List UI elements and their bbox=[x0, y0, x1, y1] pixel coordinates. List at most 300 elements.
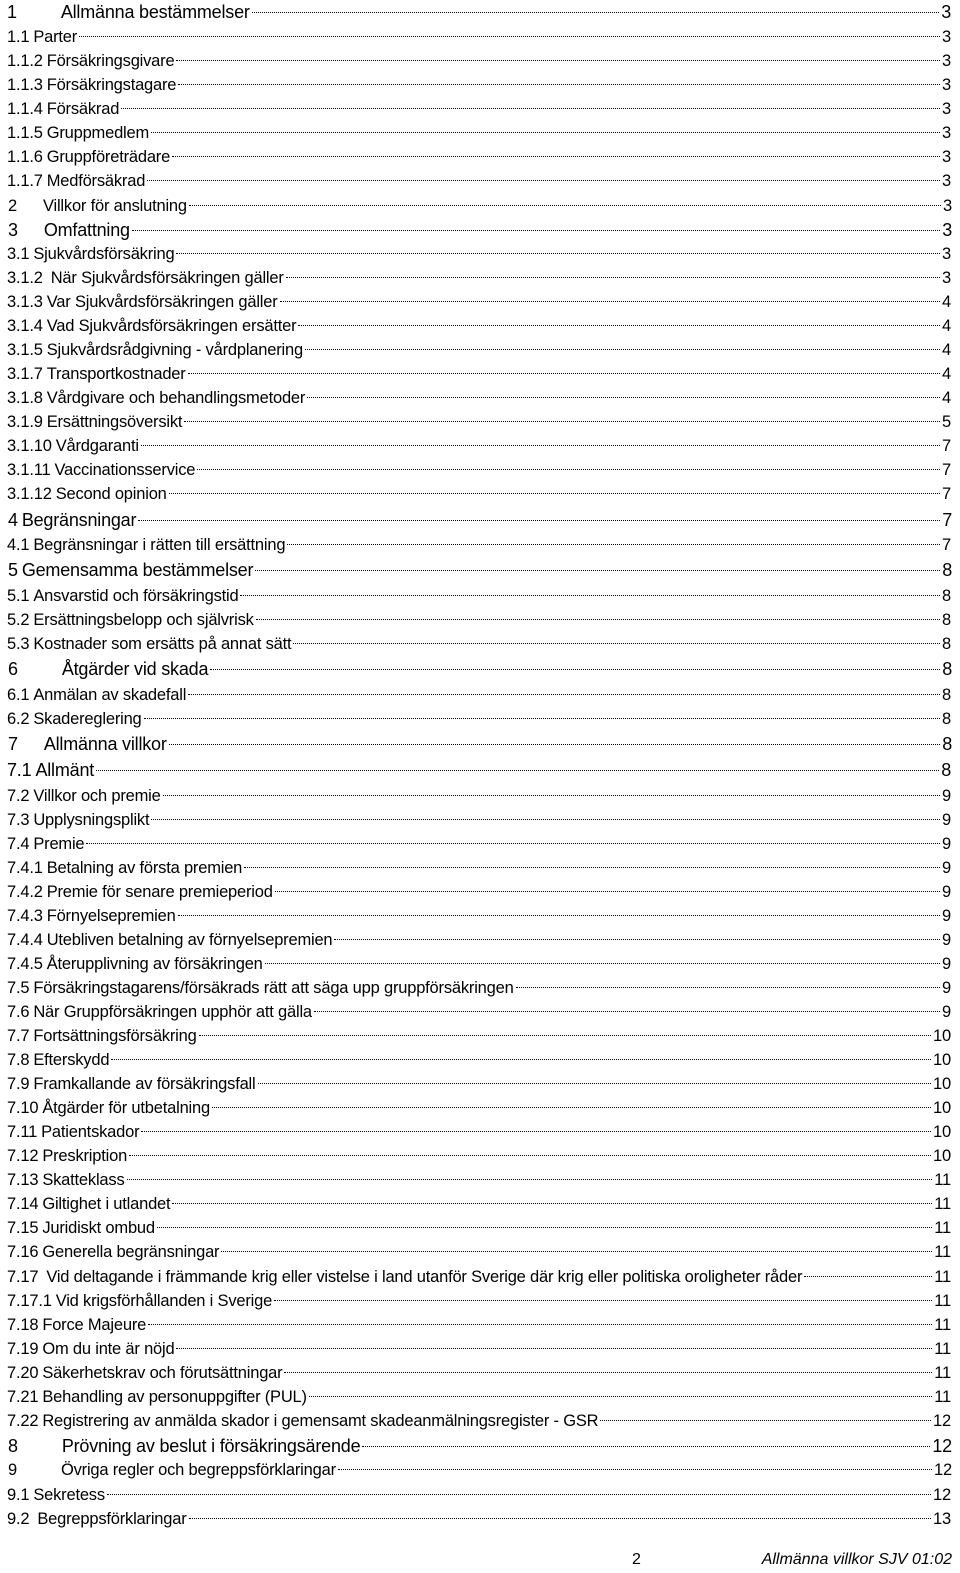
toc-entry[interactable] bbox=[7, 1169, 951, 1191]
toc-entry-page: 10 bbox=[933, 1027, 951, 1045]
toc-entry-page: 12 bbox=[933, 1412, 951, 1430]
toc-entry-title: Sekretess bbox=[33, 1486, 105, 1504]
toc-entry-title: Om du inte är nöjd bbox=[42, 1340, 175, 1358]
toc-entry-page: 12 bbox=[932, 1436, 952, 1456]
toc-entry-number: 7.4.1 bbox=[7, 859, 43, 877]
toc-entry-title: Utebliven betalning av förnyelsepremien bbox=[46, 931, 333, 949]
toc-entry-number: 1.1.2 bbox=[7, 52, 43, 70]
dot-leader bbox=[284, 1372, 932, 1373]
toc-entry-page: 10 bbox=[933, 1147, 951, 1165]
dot-leader bbox=[96, 770, 939, 771]
toc-entry-title: Skatteklass bbox=[42, 1171, 125, 1189]
toc-entry-title: Gruppmedlem bbox=[46, 124, 150, 142]
toc-entry[interactable] bbox=[7, 929, 951, 951]
toc-entry[interactable] bbox=[7, 1073, 951, 1095]
dot-leader bbox=[178, 84, 940, 85]
toc-entry-title: Force Majeure bbox=[42, 1316, 147, 1334]
toc-entry[interactable] bbox=[7, 1266, 951, 1288]
toc-entry-title: Anmälan av skadefall bbox=[33, 686, 187, 704]
toc-entry-page: 3 bbox=[942, 28, 951, 46]
toc-entry-title: Generella begränsningar bbox=[42, 1243, 220, 1261]
toc-entry-page: 10 bbox=[933, 1099, 951, 1117]
dot-leader bbox=[338, 1469, 932, 1470]
toc-entry-number: 5.3 bbox=[7, 635, 30, 653]
toc-entry-page: 9 bbox=[942, 883, 951, 901]
dot-leader bbox=[188, 373, 940, 374]
toc-entry-number: 6.2 bbox=[7, 710, 30, 728]
toc-entry[interactable] bbox=[7, 146, 951, 168]
toc-entry-number: 1.1.4 bbox=[7, 100, 43, 118]
toc-entry-page: 5 bbox=[942, 413, 951, 431]
toc-entry-title: Upplysningsplikt bbox=[33, 811, 150, 829]
footer-page-number: 2 bbox=[632, 1551, 641, 1568]
toc-entry-page: 3 bbox=[942, 172, 951, 190]
toc-entry[interactable] bbox=[7, 953, 951, 975]
dot-leader bbox=[280, 301, 940, 302]
dot-leader bbox=[141, 445, 940, 446]
toc-entry-page: 11 bbox=[934, 1340, 951, 1358]
toc-entry-title: När Sjukvårdsförsäkringen gäller bbox=[50, 269, 284, 287]
dot-leader bbox=[255, 570, 940, 571]
toc-entry[interactable] bbox=[8, 219, 952, 241]
toc-entry-title: Premie bbox=[33, 835, 85, 853]
toc-entry[interactable] bbox=[7, 98, 951, 120]
toc-entry-number: 7.13 bbox=[7, 1171, 39, 1189]
toc-entry-number: 3.1.9 bbox=[7, 413, 43, 431]
toc-entry-title: Skadereglering bbox=[33, 710, 142, 728]
toc-entry-page: 7 bbox=[942, 437, 951, 455]
dot-leader bbox=[176, 1348, 932, 1349]
toc-entry-number: 7.21 bbox=[7, 1388, 39, 1406]
toc-entry[interactable] bbox=[7, 585, 951, 607]
dot-leader bbox=[144, 718, 940, 719]
dot-leader bbox=[157, 1227, 932, 1228]
toc-entry-title: Juridiskt ombud bbox=[42, 1219, 155, 1237]
toc-entry[interactable] bbox=[7, 315, 951, 337]
toc-entry-title: Försäkrad bbox=[46, 100, 120, 118]
toc-entry-title: Återupplivning av försäkringen bbox=[46, 955, 263, 973]
toc-entry-title: Behandling av personuppgifter (PUL) bbox=[42, 1388, 307, 1406]
toc-entry-number: 7.18 bbox=[7, 1316, 39, 1334]
toc-entry[interactable] bbox=[7, 267, 951, 289]
toc-entry-number: 5.1 bbox=[7, 587, 30, 605]
toc-entry[interactable] bbox=[7, 26, 951, 48]
dot-leader bbox=[212, 1107, 931, 1108]
dot-leader bbox=[176, 253, 940, 254]
toc-entry[interactable] bbox=[8, 559, 952, 581]
toc-entry-title: Gemensamma bestämmelser bbox=[21, 560, 254, 580]
toc-entry-number: 3.1.8 bbox=[7, 389, 43, 407]
dot-leader bbox=[314, 1011, 940, 1012]
dot-leader bbox=[127, 1179, 933, 1180]
toc-entry-number: 7.4.5 bbox=[7, 955, 43, 973]
toc-entry-number: 3.1 bbox=[7, 245, 30, 263]
toc-entry[interactable] bbox=[7, 170, 951, 192]
toc-entry-title: Allmänt bbox=[35, 760, 95, 780]
toc-entry[interactable] bbox=[8, 658, 952, 680]
toc-entry-page: 3 bbox=[942, 76, 951, 94]
toc-entry[interactable] bbox=[7, 1410, 951, 1432]
toc-entry-page: 4 bbox=[942, 317, 951, 335]
footer-document-name: Allmänna villkor SJV 01:02 bbox=[761, 1551, 952, 1568]
toc-entry-page: 3 bbox=[942, 269, 951, 287]
toc-entry[interactable] bbox=[7, 1241, 951, 1263]
toc-entry-number: 9 bbox=[8, 1461, 17, 1479]
toc-entry-number: 7.1 bbox=[7, 760, 32, 780]
toc-entry-title: Second opinion bbox=[55, 485, 167, 503]
toc-entry-page: 4 bbox=[942, 389, 951, 407]
toc-entry-title: Var Sjukvårdsförsäkringen gäller bbox=[46, 293, 278, 311]
toc-entry[interactable] bbox=[7, 609, 951, 631]
toc-entry[interactable] bbox=[7, 977, 951, 999]
toc-entry-number: 7.17.1 bbox=[7, 1292, 52, 1310]
toc-entry-page: 3 bbox=[942, 124, 951, 142]
toc-entry-number: 7.12 bbox=[7, 1147, 39, 1165]
toc-entry[interactable] bbox=[7, 363, 951, 385]
dot-leader bbox=[151, 132, 940, 133]
toc-entry-title: Villkor och premie bbox=[33, 787, 161, 805]
toc-entry-number: 3.1.11 bbox=[7, 461, 51, 479]
toc-entry[interactable] bbox=[7, 759, 951, 781]
toc-entry-title: Registrering av anmälda skador i gemensamt skadeanmälningsregister - GSR bbox=[42, 1412, 599, 1430]
toc-entry[interactable] bbox=[7, 1001, 951, 1023]
toc-entry-number: 1.1.5 bbox=[7, 124, 43, 142]
toc-entry-number: 5 bbox=[8, 560, 18, 580]
toc-entry[interactable] bbox=[7, 1362, 951, 1384]
toc-entry-title: Patientskador bbox=[41, 1123, 140, 1141]
toc-entry-page: 11 bbox=[934, 1243, 951, 1261]
dot-leader bbox=[516, 987, 940, 988]
toc-entry-page: 9 bbox=[942, 859, 951, 877]
toc-entry-title: Begreppsförklaringar bbox=[37, 1510, 187, 1528]
dot-leader bbox=[240, 595, 940, 596]
toc-entry-number: 7.10 bbox=[7, 1099, 39, 1117]
toc-entry-number: 7.2 bbox=[7, 787, 30, 805]
dot-leader bbox=[184, 421, 940, 422]
toc-entry-page: 3 bbox=[942, 100, 951, 118]
toc-entry-number: 7.6 bbox=[7, 1003, 30, 1021]
toc-entry[interactable] bbox=[7, 1, 951, 23]
toc-entry-number: 7.8 bbox=[7, 1051, 30, 1069]
toc-entry-title: Säkerhetskrav och förutsättningar bbox=[42, 1364, 283, 1382]
dot-leader bbox=[172, 1203, 932, 1204]
toc-entry-number: 7 bbox=[8, 734, 18, 754]
toc-entry-title: Efterskydd bbox=[33, 1051, 110, 1069]
toc-entry-title: Vid deltagande i främmande krig eller vistelse i land utanför Sverige där krig eller politiska oroligheter råder bbox=[46, 1268, 803, 1286]
toc-entry-number: 7.14 bbox=[7, 1195, 39, 1213]
toc-entry[interactable] bbox=[7, 1145, 951, 1167]
dot-leader bbox=[265, 963, 940, 964]
toc-entry-page: 10 bbox=[933, 1075, 951, 1093]
toc-entry-page: 9 bbox=[942, 955, 951, 973]
toc-entry-number: 3 bbox=[8, 220, 18, 240]
dot-leader bbox=[258, 1083, 932, 1084]
dot-leader bbox=[293, 643, 940, 644]
toc-entry-number: 7.9 bbox=[7, 1075, 30, 1093]
toc-entry-page: 9 bbox=[942, 811, 951, 829]
toc-entry[interactable] bbox=[7, 411, 951, 433]
dot-leader bbox=[256, 619, 940, 620]
toc-entry-page: 11 bbox=[934, 1388, 951, 1406]
toc-entry-page: 11 bbox=[934, 1364, 951, 1382]
dot-leader bbox=[275, 891, 940, 892]
dot-leader bbox=[298, 325, 940, 326]
toc-entry-page: 8 bbox=[942, 611, 951, 629]
toc-entry-title: Förnyelsepremien bbox=[46, 907, 176, 925]
toc-entry[interactable] bbox=[7, 1121, 951, 1143]
toc-entry-page: 3 bbox=[941, 2, 951, 22]
toc-entry-page: 9 bbox=[942, 979, 951, 997]
toc-entry-page: 7 bbox=[942, 485, 951, 503]
toc-entry[interactable] bbox=[7, 74, 951, 96]
dot-leader bbox=[121, 108, 940, 109]
toc-entry-title: Åtgärder för utbetalning bbox=[42, 1099, 210, 1117]
toc-entry-title: Ersättningsöversikt bbox=[46, 413, 183, 431]
dot-leader bbox=[129, 1155, 931, 1156]
dot-leader bbox=[151, 819, 940, 820]
toc-entry-title: Villkor för anslutning bbox=[42, 197, 187, 215]
toc-entry[interactable] bbox=[7, 1338, 951, 1360]
toc-entry[interactable] bbox=[7, 534, 951, 556]
toc-entry-title: Allmänna bestämmelser bbox=[60, 2, 250, 22]
toc-entry-number: 1 bbox=[7, 2, 17, 22]
dot-leader bbox=[210, 669, 940, 670]
dot-leader bbox=[286, 277, 940, 278]
toc-entry-page: 13 bbox=[933, 1510, 951, 1528]
toc-entry-page: 8 bbox=[942, 710, 951, 728]
toc-entry[interactable] bbox=[7, 708, 951, 730]
toc-entry-title: Åtgärder vid skada bbox=[61, 659, 209, 679]
toc-entry[interactable] bbox=[7, 1193, 951, 1215]
toc-entry[interactable] bbox=[7, 483, 951, 505]
toc-entry-page: 11 bbox=[934, 1219, 951, 1237]
dot-leader bbox=[176, 60, 940, 61]
toc-entry[interactable] bbox=[7, 1484, 951, 1506]
toc-entry-title: Sjukvårdsrådgivning - vårdplanering bbox=[46, 341, 303, 359]
toc-entry-title: Vaccinationsservice bbox=[54, 461, 196, 479]
dot-leader bbox=[221, 1251, 932, 1252]
dot-leader bbox=[307, 397, 940, 398]
toc-entry-page: 8 bbox=[942, 686, 951, 704]
toc-entry[interactable] bbox=[8, 733, 952, 755]
toc-entry[interactable] bbox=[7, 459, 951, 481]
toc-entry-title: Försäkringsgivare bbox=[46, 52, 175, 70]
dot-leader bbox=[252, 12, 939, 13]
toc-entry-title: När Gruppförsäkringen upphör att gälla bbox=[33, 1003, 312, 1021]
toc-entry-number: 7.5 bbox=[7, 979, 30, 997]
dot-leader bbox=[141, 1131, 931, 1132]
toc-entry-page: 8 bbox=[942, 560, 952, 580]
toc-entry[interactable] bbox=[7, 833, 951, 855]
toc-entry-number: 7.22 bbox=[7, 1412, 39, 1430]
toc-entry-number: 1.1.7 bbox=[7, 172, 43, 190]
toc-entry-page: 8 bbox=[942, 587, 951, 605]
dot-leader bbox=[244, 867, 940, 868]
toc-entry[interactable] bbox=[7, 857, 951, 879]
toc-entry[interactable] bbox=[8, 195, 952, 217]
toc-entry-title: Övriga regler och begreppsförklaringar bbox=[60, 1461, 336, 1479]
toc-entry-page: 8 bbox=[942, 635, 951, 653]
toc-entry-page: 9 bbox=[942, 787, 951, 805]
toc-entry-number: 7.17 bbox=[7, 1268, 39, 1286]
toc-entry-title: Kostnader som ersätts på annat sätt bbox=[33, 635, 292, 653]
toc-entry-page: 4 bbox=[942, 341, 951, 359]
toc-entry-title: Vid krigsförhållanden i Sverige bbox=[55, 1292, 273, 1310]
toc-entry-number: 4 bbox=[8, 510, 18, 530]
dot-leader bbox=[199, 1035, 931, 1036]
toc-entry-page: 4 bbox=[942, 365, 951, 383]
toc-entry[interactable] bbox=[7, 809, 951, 831]
toc-entry-number: 2 bbox=[8, 197, 17, 215]
toc-entry-title: Försäkringstagarens/försäkrads rätt att säga upp gruppförsäkringen bbox=[33, 979, 514, 997]
toc-entry[interactable] bbox=[8, 509, 952, 531]
dot-leader bbox=[287, 544, 940, 545]
dot-leader bbox=[197, 469, 940, 470]
dot-leader bbox=[189, 205, 941, 206]
toc-entry-title: Prövning av beslut i försäkringsärende bbox=[61, 1436, 361, 1456]
dot-leader bbox=[107, 1494, 931, 1495]
toc-entry[interactable] bbox=[7, 1025, 951, 1047]
toc-entry-title: Medförsäkrad bbox=[46, 172, 146, 190]
toc-entry-number: 7.15 bbox=[7, 1219, 39, 1237]
page-footer bbox=[0, 1548, 960, 1572]
toc-entry[interactable] bbox=[7, 1508, 951, 1530]
toc-entry-page: 3 bbox=[942, 148, 951, 166]
dot-leader bbox=[274, 1300, 932, 1301]
dot-leader bbox=[169, 493, 940, 494]
dot-leader bbox=[188, 694, 940, 695]
dot-leader bbox=[172, 156, 940, 157]
toc-entry-page: 9 bbox=[942, 931, 951, 949]
toc-entry[interactable] bbox=[7, 1314, 951, 1336]
toc-entry-title: Parter bbox=[33, 28, 78, 46]
dot-leader bbox=[600, 1420, 931, 1421]
toc-entry-title: Försäkringstagare bbox=[46, 76, 177, 94]
toc-entry-page: 8 bbox=[941, 760, 951, 780]
toc-entry-number: 9.1 bbox=[7, 1486, 30, 1504]
toc-entry-page: 3 bbox=[942, 220, 952, 240]
dot-leader bbox=[148, 1324, 932, 1325]
toc-entry-page: 9 bbox=[942, 835, 951, 853]
toc-entry-title: Begränsningar bbox=[21, 510, 137, 530]
toc-entry[interactable] bbox=[7, 291, 951, 313]
toc-entry-number: 3.1.12 bbox=[7, 485, 52, 503]
toc-entry[interactable] bbox=[8, 1459, 952, 1481]
toc-entry-title: Vårdgivare och behandlingsmetoder bbox=[46, 389, 306, 407]
toc-entry-title: Giltighet i utlandet bbox=[42, 1195, 171, 1213]
toc-entry-number: 7.4.3 bbox=[7, 907, 43, 925]
toc-entry[interactable] bbox=[7, 1217, 951, 1239]
dot-leader bbox=[147, 180, 940, 181]
dot-leader bbox=[309, 1396, 932, 1397]
toc-entry[interactable] bbox=[7, 1097, 951, 1119]
toc-entry[interactable] bbox=[7, 243, 951, 265]
dot-leader bbox=[804, 1276, 932, 1277]
toc-entry-page: 10 bbox=[933, 1123, 951, 1141]
toc-entry-number: 7.4.2 bbox=[7, 883, 43, 901]
toc-entry[interactable] bbox=[7, 122, 951, 144]
toc-entry[interactable] bbox=[7, 387, 951, 409]
dot-leader bbox=[169, 744, 941, 745]
dot-leader bbox=[305, 349, 940, 350]
toc-entry-number: 7.19 bbox=[7, 1340, 39, 1358]
toc-entry-title: Sjukvårdsförsäkring bbox=[33, 245, 175, 263]
toc-entry[interactable] bbox=[7, 50, 951, 72]
toc-entry-page: 12 bbox=[933, 1486, 951, 1504]
toc-entry-title: Vårdgaranti bbox=[55, 437, 139, 455]
toc-entry-page: 3 bbox=[943, 197, 952, 215]
toc-entry-title: Transportkostnader bbox=[46, 365, 186, 383]
toc-entry-page: 7 bbox=[942, 461, 951, 479]
toc-entry-number: 8 bbox=[8, 1436, 18, 1456]
dot-leader bbox=[138, 520, 940, 521]
toc-entry[interactable] bbox=[7, 684, 951, 706]
toc-entry-number: 7.11 bbox=[7, 1123, 38, 1141]
toc-entry-title: Framkallande av försäkringsfall bbox=[33, 1075, 256, 1093]
toc-entry-number: 4.1 bbox=[7, 536, 30, 554]
toc-entry-page: 7 bbox=[942, 536, 951, 554]
toc-entry[interactable] bbox=[7, 633, 951, 655]
toc-entry-number: 6.1 bbox=[7, 686, 30, 704]
dot-leader bbox=[362, 1446, 930, 1447]
toc-entry-title: Vad Sjukvårdsförsäkringen ersätter bbox=[46, 317, 297, 335]
dot-leader bbox=[189, 1518, 932, 1519]
dot-leader bbox=[86, 843, 940, 844]
toc-entry-title: Allmänna villkor bbox=[43, 734, 167, 754]
toc-entry[interactable] bbox=[7, 1290, 951, 1312]
toc-entry-title: Omfattning bbox=[43, 220, 130, 240]
dot-leader bbox=[334, 939, 940, 940]
toc-entry-number: 3.1.2 bbox=[7, 269, 43, 287]
toc-entry[interactable] bbox=[7, 905, 951, 927]
toc-entry-number: 1.1.6 bbox=[7, 148, 43, 166]
toc-entry-page: 7 bbox=[942, 510, 952, 530]
toc-entry-title: Fortsättningsförsäkring bbox=[33, 1027, 197, 1045]
toc-entry[interactable] bbox=[7, 1049, 951, 1071]
toc-entry-number: 7.7 bbox=[7, 1027, 30, 1045]
toc-entry-number: 7.4 bbox=[7, 835, 30, 853]
toc-entry-number: 7.3 bbox=[7, 811, 30, 829]
toc-entry[interactable] bbox=[7, 785, 951, 807]
dot-leader bbox=[79, 36, 940, 37]
toc-entry[interactable] bbox=[7, 881, 951, 903]
toc-entry-number: 6 bbox=[8, 659, 18, 679]
toc-entry[interactable] bbox=[7, 435, 951, 457]
toc-entry-number: 3.1.7 bbox=[7, 365, 43, 383]
toc-entry-number: 3.1.10 bbox=[7, 437, 52, 455]
toc-entry-title: Ansvarstid och försäkringstid bbox=[33, 587, 239, 605]
toc-entry-number: 7.20 bbox=[7, 1364, 39, 1382]
toc-entry-page: 12 bbox=[934, 1461, 952, 1479]
toc-entry-page: 11 bbox=[934, 1268, 951, 1286]
toc-entry[interactable] bbox=[8, 1435, 952, 1457]
toc-entry-title: Premie för senare premieperiod bbox=[46, 883, 273, 901]
dot-leader bbox=[111, 1059, 931, 1060]
toc-entry-number: 7.16 bbox=[7, 1243, 39, 1261]
toc-entry-number: 1.1 bbox=[7, 28, 30, 46]
toc-entry-title: Begränsningar i rätten till ersättning bbox=[33, 536, 286, 554]
toc-entry-number: 7.4.4 bbox=[7, 931, 43, 949]
toc-entry[interactable] bbox=[7, 1386, 951, 1408]
toc-entry-page: 10 bbox=[933, 1051, 951, 1069]
toc-entry[interactable] bbox=[7, 339, 951, 361]
toc-entry-page: 11 bbox=[934, 1195, 951, 1213]
toc-entry-title: Gruppföreträdare bbox=[46, 148, 171, 166]
toc-entry-number: 3.1.4 bbox=[7, 317, 43, 335]
toc-entry-page: 11 bbox=[934, 1292, 951, 1310]
toc-entry-page: 3 bbox=[942, 52, 951, 70]
dot-leader bbox=[178, 915, 940, 916]
